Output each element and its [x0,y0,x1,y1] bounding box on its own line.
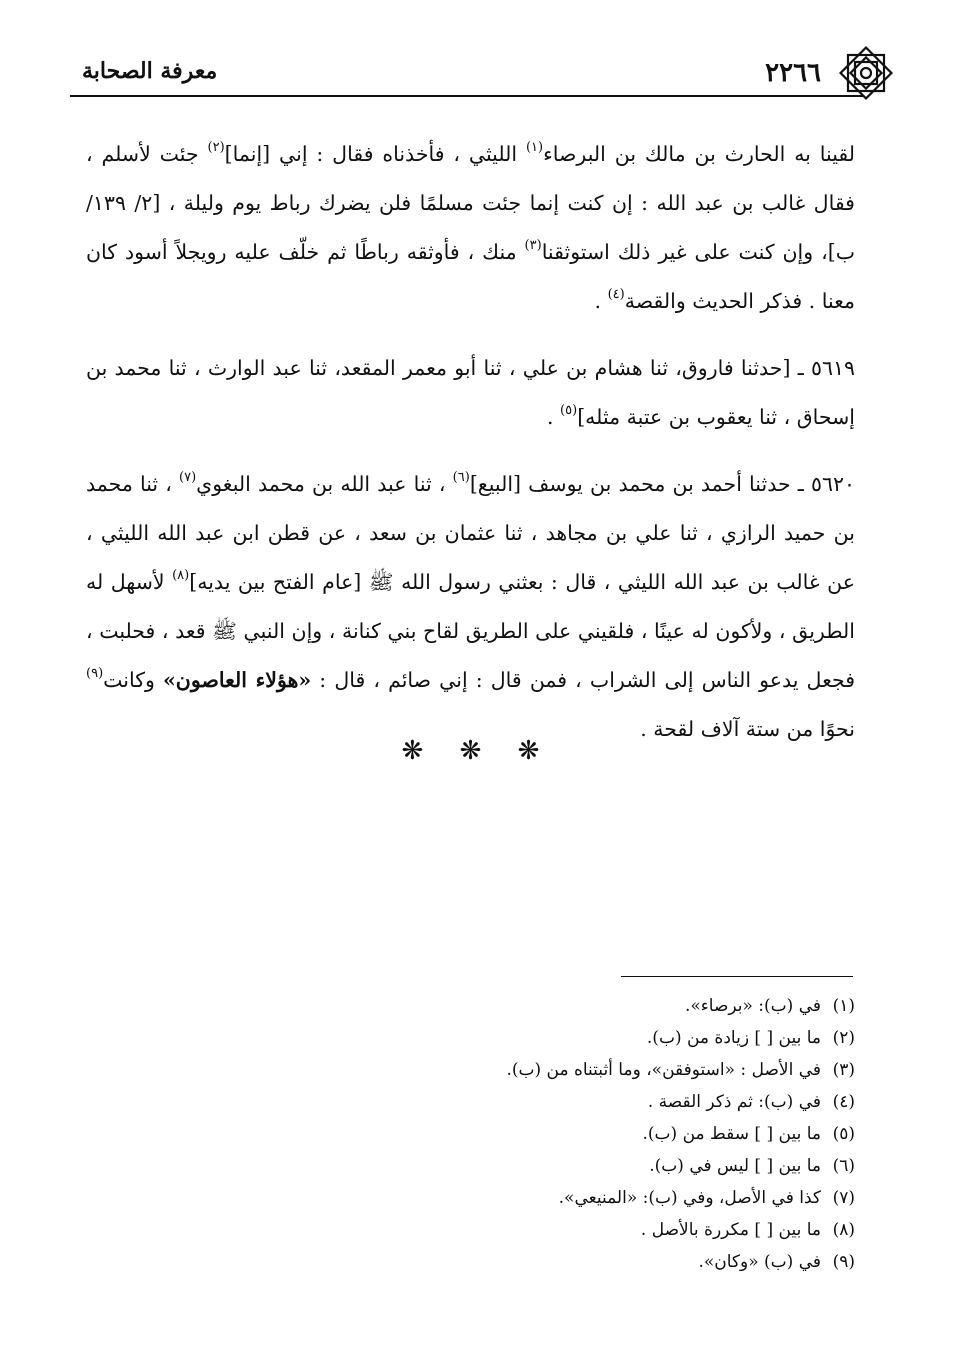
text-segment: الليثي ، فأخذناه فقال : إني [إنما] [224,142,526,166]
footnote-marker: (٣) [524,238,542,253]
footnote-text: ما بين [ ] ليس في (ب). [649,1156,821,1176]
footnote-text: ما بين [ ] زيادة من (ب). [646,1028,821,1048]
footnote-number: (٦) [832,1156,855,1176]
footnote-item [86,1054,855,1086]
text-segment: لأسهل له الطريق ، ولأكون له عينًا ، فلقيني على الطريق لقاح بني كنانة ، وإن النبي ﷺ قعد ، فحلبت ، فجعل يدعو الناس إلى الشراب ، فمن قال : إني صائم ، قال : [86,570,855,692]
footnote-item [86,990,855,1022]
footnote-item [86,1182,855,1214]
paragraph [86,344,855,442]
text-segment: لقينا به الحارث بن مالك بن البرصاء [543,142,855,166]
footnote-number: (١) [832,996,855,1016]
section-separator: ❋ ❋ ❋ [401,736,554,766]
footnote-number: (٤) [832,1092,855,1112]
footnote-marker: (٢) [207,140,225,155]
main-text [86,130,855,772]
text-segment: ، ثنا محمد بن حميد الرازي ، ثنا علي بن مجاهد ، ثنا عثمان بن سعد ، عن قطن ابن عبد الله الليثي ، عن غالب بن عبد الله الليثي ، قال : بعثني رسول الله ﷺ [عام الفتح بين يديه] [86,472,855,594]
footnote-rule [621,976,853,977]
footnote-text: في (ب): «برصاء». [684,996,821,1016]
paragraph [86,460,855,754]
text-segment: ، ثنا عبد الله بن محمد البغوي [196,472,453,496]
footnote-text: ما بين [ ] مكررة بالأصل . [640,1220,821,1240]
page-number: ٢٢٦٦ [765,58,821,88]
paragraph [86,130,855,326]
footnote-number: (٧) [832,1188,855,1208]
footnote-item [86,1246,855,1278]
footnote-item [86,1214,855,1246]
footnote-text: كذا في الأصل، وفي (ب): «المنيعي». [558,1188,821,1208]
footnote-marker: (٩) [86,666,104,681]
footnote-number: (٩) [832,1252,855,1272]
text-segment: ٥٦٢٠ ـ حدثنا أحمد بن محمد بن يوسف [البيع] [469,472,855,496]
footnote-item [86,1086,855,1118]
running-title: معرفة الصحابة [82,58,218,84]
star-ornament-icon [837,44,895,102]
footnote-marker: (٤) [607,287,625,302]
bold-phrase: «هؤلاء العاصون» [162,668,312,692]
footnotes [86,990,855,1278]
footnote-number: (٥) [832,1124,855,1144]
text-segment: وكانت [103,668,163,692]
footnote-marker: (٦) [452,470,470,485]
text-segment: . [547,405,561,429]
footnote-item [86,1022,855,1054]
text-segment: ٥٦١٩ ـ [حدثنا فاروق، ثنا هشام بن علي ، ثنا أبو معمر المقعد، ثنا عبد الوارث ، ثنا محمد بن إسحاق ، ثنا يعقوب بن عتبة مثله] [86,356,855,429]
footnote-text: ما بين [ ] سقط من (ب). [642,1124,821,1144]
footnote-marker: (٨) [172,568,190,583]
footnote-item [86,1118,855,1150]
text-segment: جئت لأسلم ، فقال غالب بن عبد الله : إن كنت إنما جئت مسلمًا فلن يضرك رباط يوم وليلة ، [٢/ ١٣٩/ ب]، وإن كنت على غير ذلك استوثقنا [86,142,855,264]
text-segment: منك ، فأوثقه رباطًا ثم خلّف عليه رويجلاً أسود كان معنا . فذكر الحديث والقصة [86,240,855,313]
footnote-text: في (ب) «وكان». [698,1252,821,1272]
footnote-number: (٢) [832,1028,855,1048]
footnote-number: (٣) [832,1060,855,1080]
footnote-item [86,1150,855,1182]
text-segment: نحوًا من ستة آلاف لقحة . [640,717,855,741]
footnote-marker: (٥) [560,403,578,418]
footnote-number: (٨) [832,1220,855,1240]
text-segment: . [594,289,608,313]
header-rule [70,95,863,97]
footnote-text: في الأصل : «استوفقن»، وما أثبتناه من (ب). [506,1060,821,1080]
footnote-marker: (٧) [179,470,197,485]
footnote-marker: (١) [525,140,544,155]
footnote-text: في (ب): ثم ذكر القصة . [647,1092,821,1112]
